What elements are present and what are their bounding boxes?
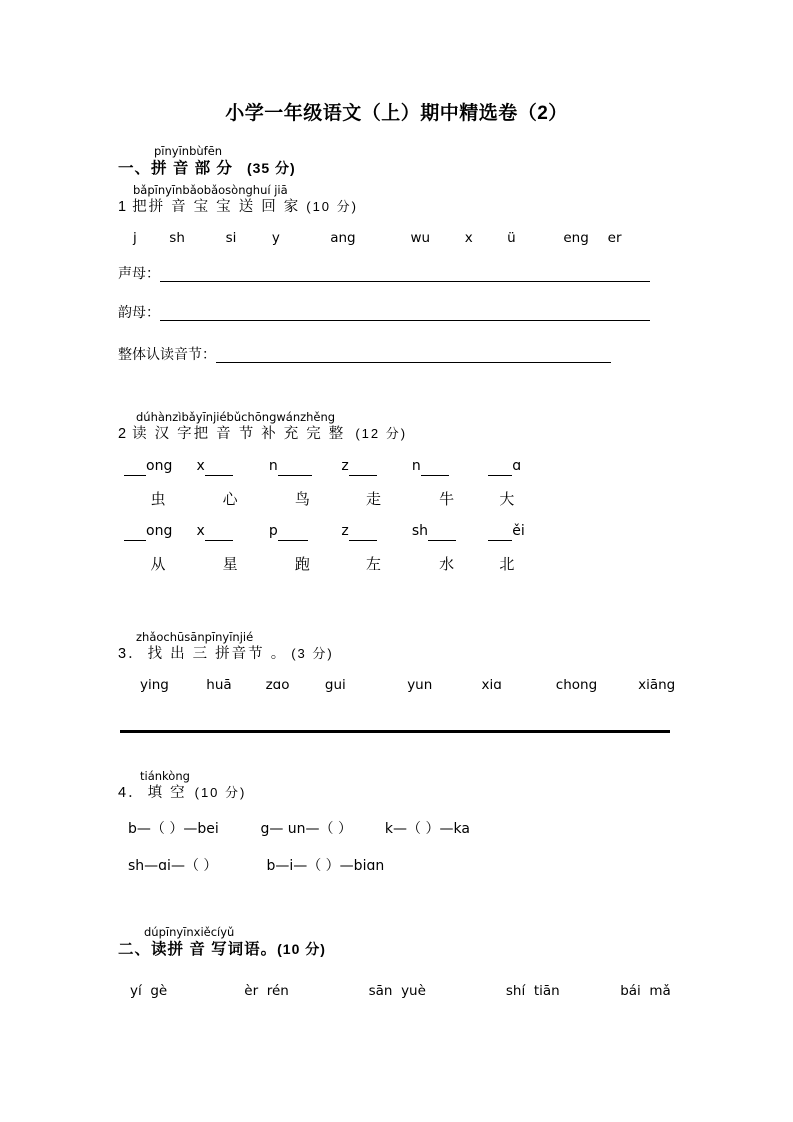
exercise-3-pinyin: zhǎochūsānpīnyīnjié (136, 630, 254, 644)
blank-suffix: ɑ (512, 458, 522, 474)
section-two-title (118, 939, 326, 960)
blank-cell[interactable] (488, 521, 525, 541)
blank-cell[interactable] (124, 456, 192, 476)
exercise-2-row1-characters (124, 490, 527, 510)
blank-suffix: ěi (512, 523, 525, 539)
section-one-marker: 一、 (118, 160, 152, 177)
blank-prefix: n (268, 458, 278, 474)
word-syllable: mǎ (649, 983, 671, 999)
blank-cell[interactable] (412, 521, 484, 541)
word-pair (506, 981, 616, 1001)
blank-underline[interactable] (428, 528, 456, 541)
answer-line-shengmu[interactable] (118, 264, 650, 282)
section-one-pinyin: pīnyīnbùfēn (154, 144, 223, 158)
syllable: ang (330, 230, 356, 246)
character: 心 (222, 491, 238, 508)
blank-underline[interactable] (349, 528, 377, 541)
blank-cell[interactable] (412, 456, 484, 476)
blank-underline[interactable] (124, 463, 146, 476)
fill-group[interactable]: g— un—（ ） (260, 821, 352, 837)
blank-cell[interactable] (269, 521, 337, 541)
syllable: y (271, 230, 280, 246)
syllable: xiɑ (481, 677, 502, 693)
exercise-3-points: (3 分) (291, 646, 334, 661)
character: 大 (499, 491, 515, 508)
exercise-1-hanzi: 把拼 音 宝 宝 送 回 家 (132, 199, 301, 215)
exercise-4-row2[interactable] (128, 855, 384, 877)
section-heading-two (118, 926, 326, 960)
blank-underline[interactable] (278, 463, 312, 476)
syllable: chong (555, 677, 598, 693)
exercise-4-points: (10 分) (194, 785, 247, 800)
word-pair (130, 981, 240, 1001)
blank-cell[interactable] (488, 456, 521, 476)
section-heading-one (118, 145, 296, 179)
section-two-points: (10 分) (277, 941, 326, 957)
exercise-2-row2-characters (124, 555, 527, 575)
answer-label: 韵母： (118, 304, 160, 320)
character: 牛 (439, 491, 455, 508)
section-two-marker: 二、 (118, 941, 152, 958)
blank-prefix: p (268, 523, 278, 539)
blank-prefix: x (196, 458, 205, 474)
word-pair (369, 981, 502, 1001)
syllable: yun (407, 677, 433, 693)
blank-cell[interactable] (196, 456, 264, 476)
exercise-4-row1[interactable] (128, 818, 470, 840)
fill-group[interactable]: k—（ ）—ka (384, 821, 470, 837)
fill-group[interactable]: sh—ɑi—（ ） (128, 858, 218, 874)
word-pair (244, 981, 364, 1001)
syllable: zɑo (265, 677, 290, 693)
section-one-hanzi: 拼 音 部 分 (151, 160, 233, 177)
blank-underline[interactable] (488, 528, 512, 541)
exercise-2-points: (12 分) (355, 426, 408, 441)
syllable: eng (563, 230, 589, 246)
blank-underline[interactable] (278, 528, 308, 541)
syllable: ying (140, 677, 169, 693)
exercise-2-hanzi: 读 汉 字把 音 节 补 充 完 整 (132, 426, 346, 442)
answer-line-yunmu[interactable] (118, 303, 650, 321)
word-syllable: èr (244, 983, 259, 999)
exercise-2-heading (118, 411, 407, 444)
character: 水 (439, 556, 455, 573)
blank-prefix: x (196, 523, 205, 539)
blank-underline[interactable] (421, 463, 449, 476)
exercise-2-pinyin: dúhànzìbǎyīnjiébǔchōngwánzhěng (136, 410, 336, 424)
blank-cell[interactable] (124, 521, 192, 541)
character: 北 (499, 556, 515, 573)
section-one-points: (35 分) (246, 160, 296, 176)
word-pair (620, 981, 671, 1001)
character: 从 (150, 556, 166, 573)
exercise-4-pinyin: tiánkòng (140, 769, 190, 783)
character: 鸟 (294, 491, 310, 508)
page-title: 小学一年级语文（上）期中精选卷（2） (225, 103, 568, 124)
exercise-4-hanzi: 填 空 (147, 785, 187, 801)
exercise-1-title (118, 197, 358, 217)
blank-prefix: n (411, 458, 421, 474)
syllable: er (607, 230, 622, 246)
syllable: huā (206, 677, 232, 693)
character: 走 (366, 491, 382, 508)
word-syllable: rén (266, 983, 289, 999)
section-one-title (118, 158, 296, 179)
blank-prefix: z (341, 523, 349, 539)
syllable: ü (507, 230, 516, 246)
answer-blank[interactable] (160, 307, 650, 321)
exercise-4-heading (118, 770, 246, 803)
blank-underline[interactable] (349, 463, 377, 476)
character: 跑 (294, 556, 310, 573)
blank-suffix: ong (146, 458, 173, 474)
answer-label: 整体认读音节： (118, 346, 216, 362)
blank-cell[interactable] (269, 456, 337, 476)
syllable: j (133, 230, 137, 246)
blank-underline[interactable] (205, 463, 233, 476)
syllable: xiāng (638, 677, 676, 693)
exercise-3-title (118, 644, 334, 664)
section-two-word-row (130, 981, 671, 1001)
syllable: sh (169, 230, 185, 246)
character: 虫 (150, 491, 166, 508)
answer-blank[interactable] (216, 349, 611, 363)
answer-line-zhengti[interactable] (118, 345, 611, 363)
word-syllable: yuè (401, 983, 426, 999)
exercise-2-row1-blanks[interactable] (124, 456, 521, 476)
blank-prefix: sh (411, 523, 428, 539)
syllable: wu (410, 230, 431, 246)
exercise-3-syllable-row (140, 676, 675, 694)
exercise-4-number: 4． (118, 785, 145, 801)
exercise-2-title (118, 424, 407, 444)
exercise-3-hanzi: 找 出 三 拼音节 。 (147, 646, 288, 662)
exercise-1-number: 1 (118, 199, 129, 215)
section-two-pinyin: dúpīnyīnxiěcíyǔ (144, 925, 235, 939)
exercise-2-row2-blanks[interactable] (124, 521, 525, 541)
fill-group[interactable]: b—i—（ ）—biɑn (266, 858, 385, 874)
character: 星 (222, 556, 238, 573)
blank-underline[interactable] (205, 528, 233, 541)
exercise-3-number: 3． (118, 646, 145, 662)
section-divider (120, 730, 670, 733)
syllable: si (225, 230, 237, 246)
answer-label: 声母： (118, 265, 160, 281)
character: 左 (366, 556, 382, 573)
exercise-4-title (118, 783, 246, 803)
exercise-1-pinyin: bǎpīnyīnbǎobǎosònghuí jiā (133, 183, 288, 197)
word-syllable: yí (130, 983, 142, 999)
word-syllable: tiān (533, 983, 560, 999)
exercise-1-syllable-row (133, 229, 622, 247)
word-syllable: gè (150, 983, 168, 999)
blank-suffix: ong (146, 523, 173, 539)
syllable: gui (324, 677, 346, 693)
blank-underline[interactable] (488, 463, 512, 476)
fill-group[interactable]: b—（ ）—bei (128, 821, 219, 837)
blank-prefix: z (341, 458, 349, 474)
blank-underline[interactable] (124, 528, 146, 541)
section-two-hanzi: 读拼 音 写词语。 (151, 941, 278, 958)
blank-cell[interactable] (196, 521, 264, 541)
exercise-3-heading (118, 631, 334, 664)
word-syllable: bái (620, 983, 641, 999)
blank-cell[interactable] (341, 521, 407, 541)
blank-cell[interactable] (341, 456, 407, 476)
exercise-1-points: (10 分) (306, 199, 358, 214)
exercise-1-heading (118, 184, 358, 217)
word-syllable: shí (505, 983, 526, 999)
syllable: x (464, 230, 473, 246)
answer-blank[interactable] (160, 268, 650, 282)
exercise-2-number: 2 (118, 426, 129, 442)
word-syllable: sān (368, 983, 393, 999)
